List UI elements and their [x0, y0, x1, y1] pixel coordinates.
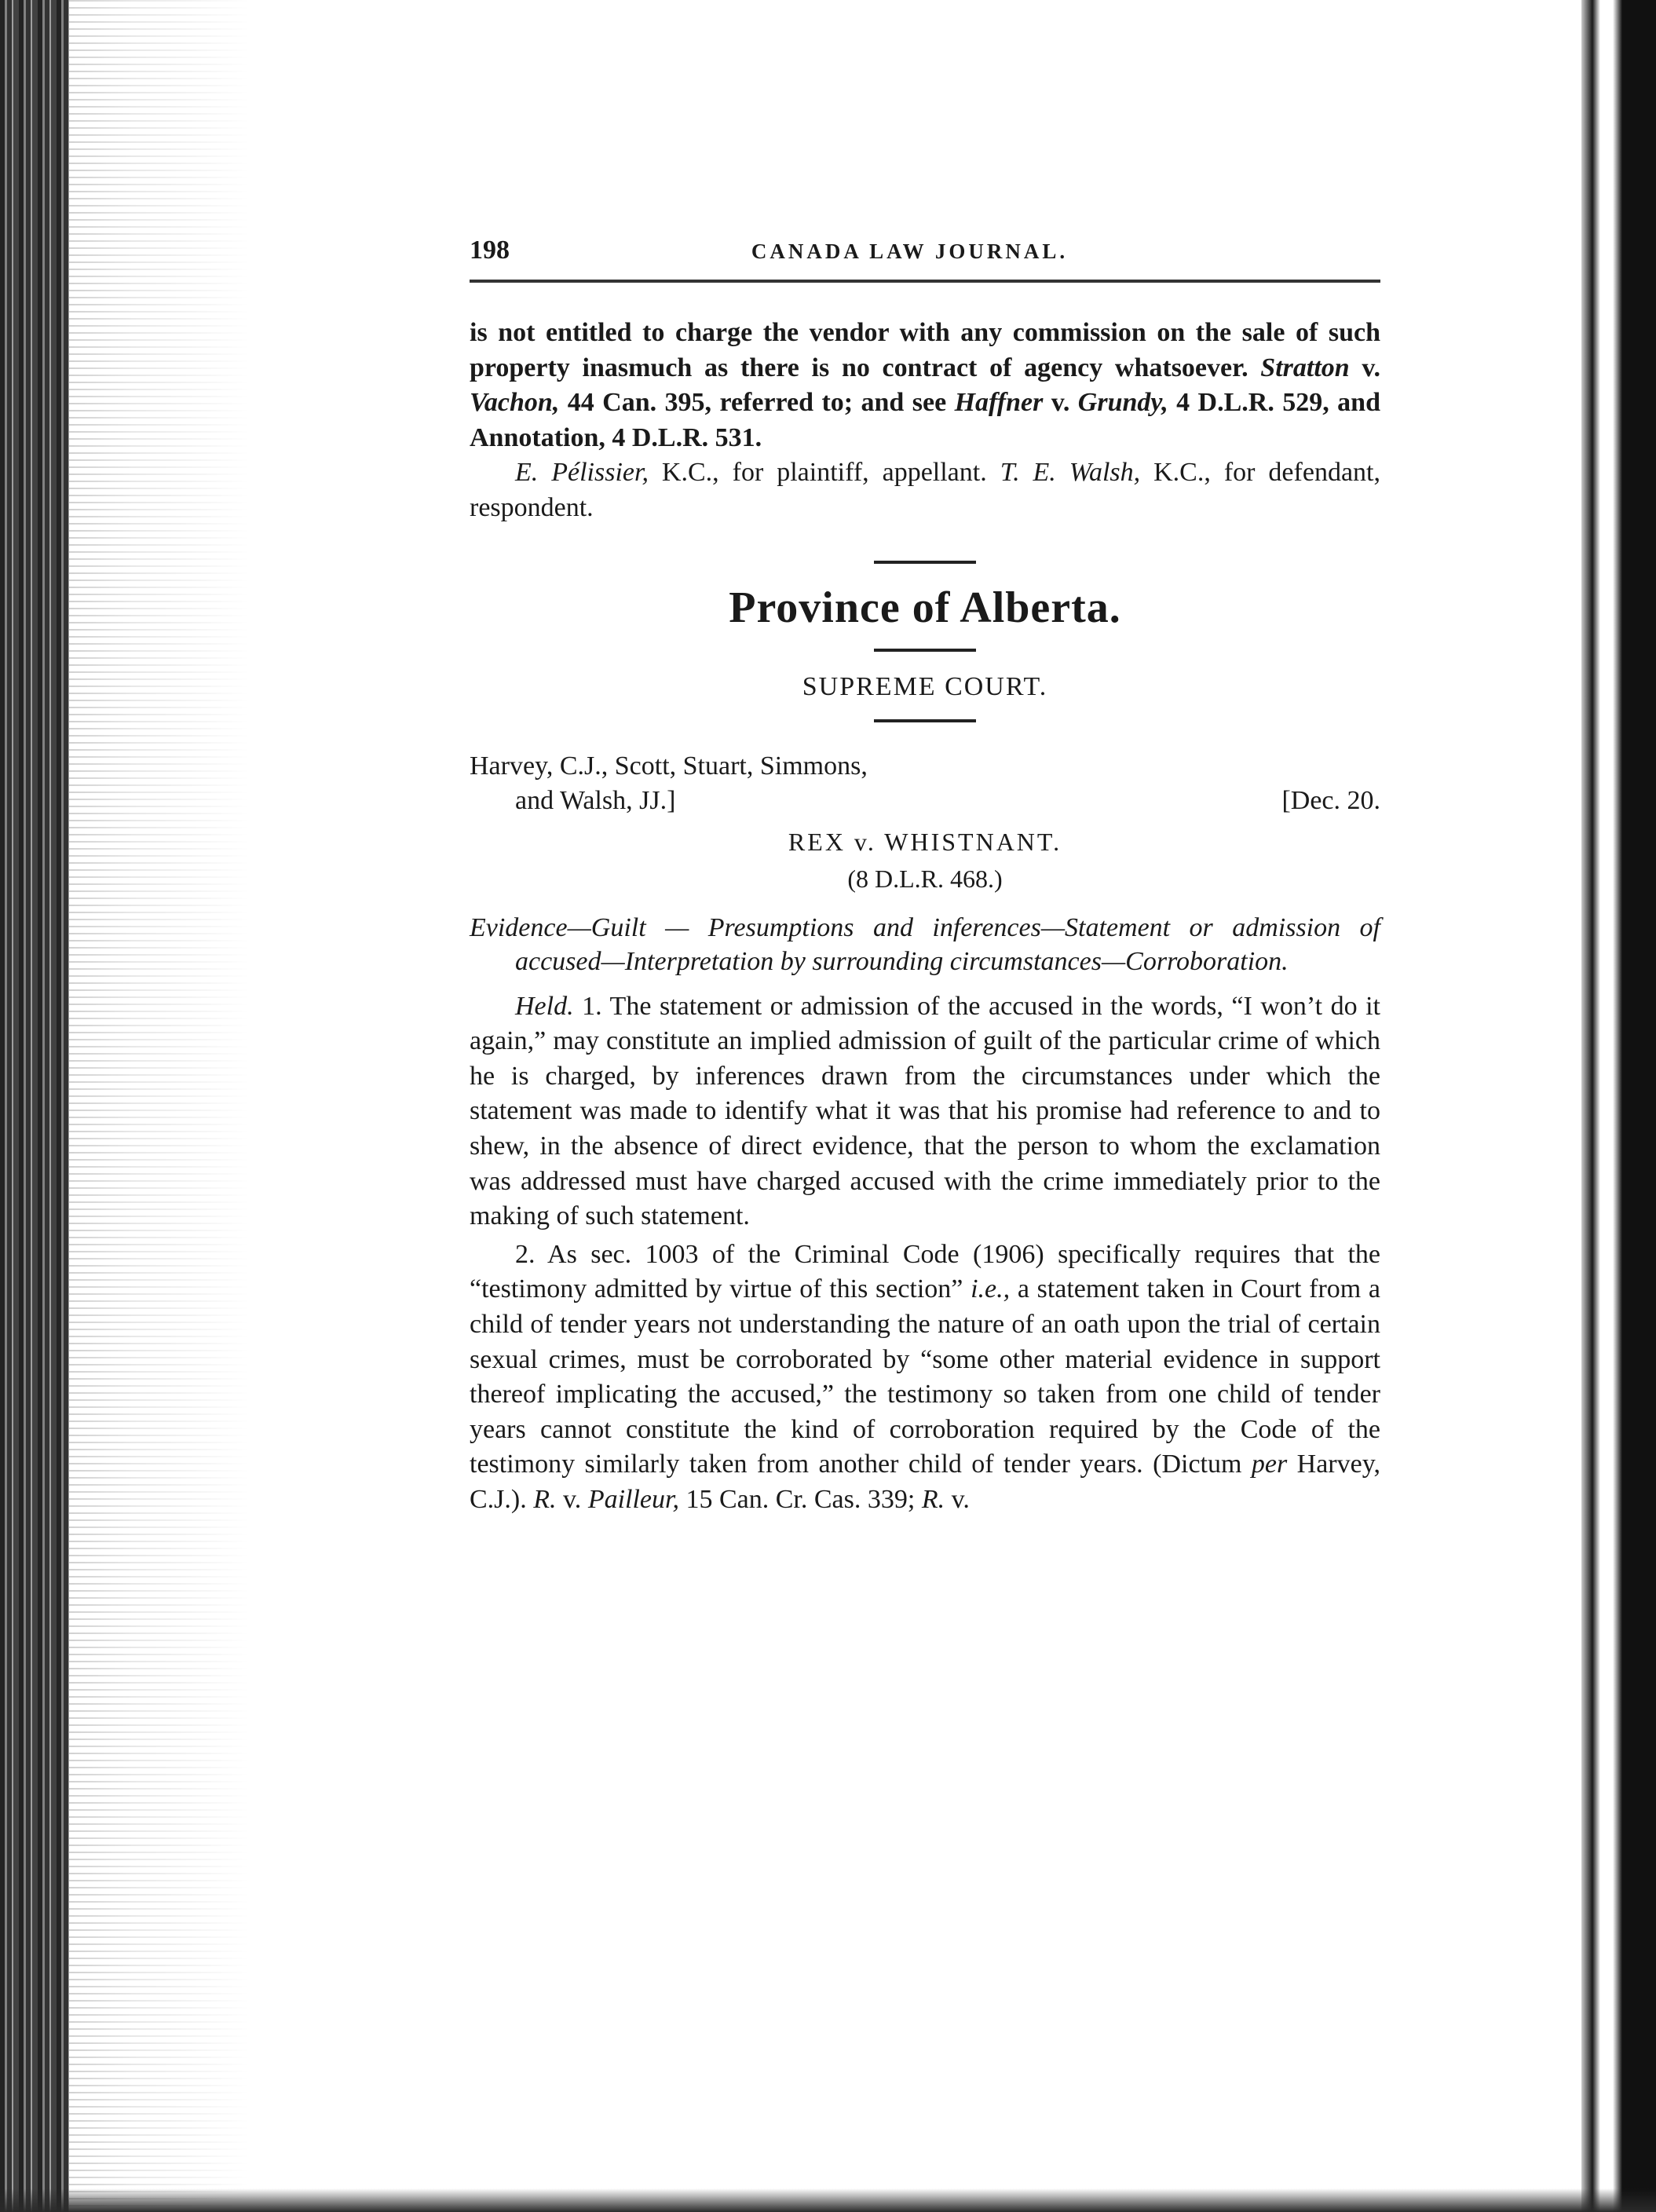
held-paragraph-2 [470, 1238, 1380, 1518]
text-run: v. [1349, 353, 1381, 382]
text-run: 2. As sec. 1003 of the Criminal Code (1906) specifically requires that the “testimony admitted by virtue of this section” [470, 1239, 1380, 1304]
text-run: v. [556, 1484, 588, 1514]
text-run: 4 D.L.R. 529, and Annotation, 4 D.L.R. 531. [470, 388, 1381, 452]
scan-left-shadow [69, 0, 250, 2212]
counsel-name: T. E. Walsh, [1000, 458, 1141, 488]
text-run: a statement taken in Court from a child of tender years not understanding the nature of an oath upon the trial of certain sexual crimes, must be corroborated by “some other material evidence in support thereof implicating the accused,” the testimony so taken from one child of tender years cannot constitute the kind of corroboration required by the Code of the testimony similarly taken from another child of tender years. (Dictum [470, 1274, 1380, 1479]
decision-date: [Dec. 20. [1281, 785, 1380, 815]
scan-left-edge [0, 0, 69, 2212]
catchwords: Evidence—Guilt — Presumptions and inferences—Statement or admission of accused—Interpretation by surrounding circumstances—Corroboration. [470, 912, 1380, 976]
scan-right-edge [1581, 0, 1656, 2212]
text-run: v. [1043, 388, 1078, 418]
journal-page [470, 236, 1380, 1517]
section-divider [874, 649, 976, 652]
case-name: Pailleur, [587, 1484, 679, 1514]
text-run: Harvey, C.J.). [470, 1450, 1380, 1514]
bench-line-1 [470, 749, 1380, 784]
abbreviation: i.e., [971, 1274, 1011, 1304]
section-divider [874, 719, 976, 722]
text-run: is not entitled to charge the vendor with any commission on the sale of such property inasmuch as there is no contract of agency whatsoever. [470, 318, 1380, 382]
text-run: K.C., for plaintiff, appellant. [648, 458, 1000, 488]
held-label: Held. [515, 991, 574, 1021]
case-name: Haffner [954, 388, 1044, 418]
bench-judges: Harvey, C.J., Scott, Stuart, Simmons, [470, 751, 868, 781]
scan-bottom-edge [0, 2188, 1656, 2212]
bench-line-2 [470, 784, 1380, 818]
court-heading: SUPREME COURT. [802, 671, 1048, 701]
case-name: R. [533, 1484, 557, 1514]
page-number: 198 [470, 236, 510, 265]
text-run: v. [945, 1484, 970, 1514]
held-paragraph-1 [470, 989, 1380, 1234]
province-heading: Province of Alberta. [729, 583, 1121, 632]
case-title: REX v. WHISTNANT. [788, 827, 1062, 856]
text-run: 44 Can. 395, referred to; and see [559, 388, 955, 418]
text-run: K.C., for defendant, respondent. [470, 458, 1380, 522]
header-rule [470, 280, 1380, 283]
case-name: R. [921, 1484, 945, 1514]
case-citation: (8 D.L.R. 468.) [847, 864, 1003, 893]
latin-term: per [1251, 1450, 1288, 1479]
running-head [470, 236, 1380, 265]
journal-title: CANADA LAW JOURNAL. [751, 239, 1069, 263]
bench-judges: and Walsh, JJ.] [515, 785, 676, 815]
section-divider [874, 561, 976, 564]
case-name: Vachon, [470, 388, 560, 418]
text-run: 15 Can. Cr. Cas. 339; [678, 1484, 922, 1514]
case-name: Stratton [1260, 353, 1350, 382]
previous-case-text [470, 316, 1380, 455]
case-name: Grundy, [1077, 388, 1168, 418]
text-run: 1. The statement or admission of the accused in the words, “I won’t do it again,” may constitute an implied admission of guilt of the particular crime of which he is charged, by inferences drawn from the circumstances under which the statement was made to identify what it was that his promise had reference to and to shew, in the absence of direct evidence, that the person to whom the exclamation was addressed must have charged accused with the crime immediately prior to the making of such statement. [470, 991, 1380, 1231]
counsel-name: E. Pélissier, [515, 458, 649, 488]
counsel-line [470, 455, 1380, 525]
